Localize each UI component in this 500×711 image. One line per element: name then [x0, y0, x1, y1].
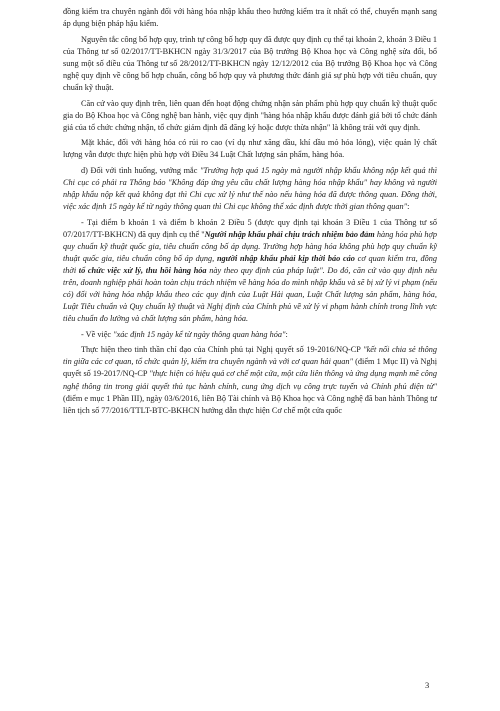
paragraph-importer-responsibility: - Tại điểm b khoản 1 và điểm b khoản 2 Điều 5 (được quy định tại khoản 3 Điều 1 của Thông tư số 07/2017/TT-BKHCN) đã quy định cụ thể "Người nhập khẩu phải chịu trách nhiệm bảo đảm hàng hóa phù hợp quy chuẩn kỹ thuật quốc gia, tiêu chuẩn công bố áp dụng. Trường hợp hàng hóa không phù hợp quy chuẩn kỹ thuật quốc gia, tiêu chuẩn công bố áp dụng, người nhập khẩu phải kịp thời báo cáo cơ quan kiểm tra, đồng thời tổ chức việc xử lý, thu hồi hàng hóa này theo quy định của pháp luật". Do đó, căn cứ vào quy định nêu trên, doanh nghiệp phải hoàn toàn chịu trách nhiệm về hàng hóa do mình nhập khẩu và sẽ bị xử lý vi phạm (nếu có) đối với hàng hóa nhập khẩu theo các quy định của Luật Hải quan, Luật Chất lượng sản phẩm, hàng hóa, Luật Tiêu chuẩn và Quy chuẩn kỹ thuật và Nghị định của Chính phủ về xử lý vi phạm hành chính trong lĩnh vực tiêu chuẩn đo lường và chất lượng sản phẩm, hàng hóa.: [63, 217, 438, 324]
page-number: 3: [425, 680, 430, 690]
paragraph-basis-of-regulation: Căn cứ vào quy định trên, liên quan đến hoạt động chứng nhận sản phẩm phù hợp quy chuẩn kỹ thuật quốc gia do Bộ Khoa học và Công nghệ ban hành, việc quy định "hàng hóa nhập khẩu được đánh giá bởi tổ chức đánh giá của tổ chức chứng nhận, tổ chức giám định đã đăng ký hoặc được thừa nhận" là không trái với quy định.: [63, 98, 437, 132]
paragraph-continuation: đồng kiểm tra chuyên ngành đối với hàng hóa nhập khẩu theo hướng kiểm tra ít nhất có thể, chuyển mạnh sang áp dụng biện pháp hậu kiểm.: [63, 7, 437, 29]
paragraph-15-days: - Về việc "xác định 15 ngày kể từ ngày thông quan hàng hóa":: [81, 329, 288, 339]
paragraph-item-d: d) Đối với tình huống, vướng mắc "Trường hợp quá 15 ngày mà người nhập khẩu không nộp kết quả thì Chi cục có phải ra Thông báo "Không đáp ứng yêu cầu chất lượng hàng hóa nhập khẩu" hay không và người nhập khẩu nộp kết quả không đạt thì Chi cục xử lý như thế nào nếu hàng hóa đã được thông quan. Đồng thời, việc xác định 15 ngày kể từ ngày thông quan thì Chi cục không thể xác định được thời gian thông quan":: [63, 165, 438, 212]
paragraph-high-risk-goods: Mặt khác, đối với hàng hóa có rủi ro cao (ví dụ như xăng dầu, khí dầu mỏ hóa lỏng), việc quản lý chất lượng vẫn được thực hiện phù hợp với Điều 34 Luật Chất lượng sản phẩm, hàng hóa.: [63, 138, 437, 160]
document-page: [63, 6, 437, 420]
paragraph-conformity-principles: Nguyên tắc công bố hợp quy, trình tự công bố hợp quy đã được quy định cụ thể tại khoản 2, khoản 3 Điều 1 của Thông tư số 02/2017/TT-BKHCN ngày 31/3/2017 của Bộ trưởng Bộ Khoa học và Công nghệ sửa đổi, bổ sung một số điều của Thông tư số 28/2012/TT-BKHCN ngày 12/12/2012 của Bộ trưởng Bộ Khoa học và Công nghệ quy định về công bố hợp chuẩn, công bố hợp quy và phương thức đánh giá sự phù hợp với tiêu chuẩn, quy chuẩn kỹ thuật.: [63, 34, 438, 92]
paragraph-government-resolution: Thực hiện theo tinh thần chỉ đạo của Chính phủ tại Nghị quyết số 19-2016/NQ-CP "kết nối chia sẻ thông tin giữa các cơ quan, tổ chức quản lý, kiểm tra chuyên ngành và với cơ quan hải quan" (điểm 1 Mục II) và Nghị quyết số 19-2017/NQ-CP "thực hiện có hiệu quả cơ chế một cửa, một cửa liên thông và ứng dụng mạnh mẽ công nghệ thông tin trong giải quyết thủ tục hành chính, cung ứng dịch vụ công trực tuyến và Chính phủ điện tử" (điểm e mục 1 Phần III), ngày 03/6/2016, liên Bộ Tài chính và Bộ Khoa học và Công nghệ đã ban hành Thông tư liên tịch số 77/2016/TTLT-BTC-BKHCN hướng dẫn thực hiện Cơ chế một cửa quốc: [63, 345, 438, 415]
